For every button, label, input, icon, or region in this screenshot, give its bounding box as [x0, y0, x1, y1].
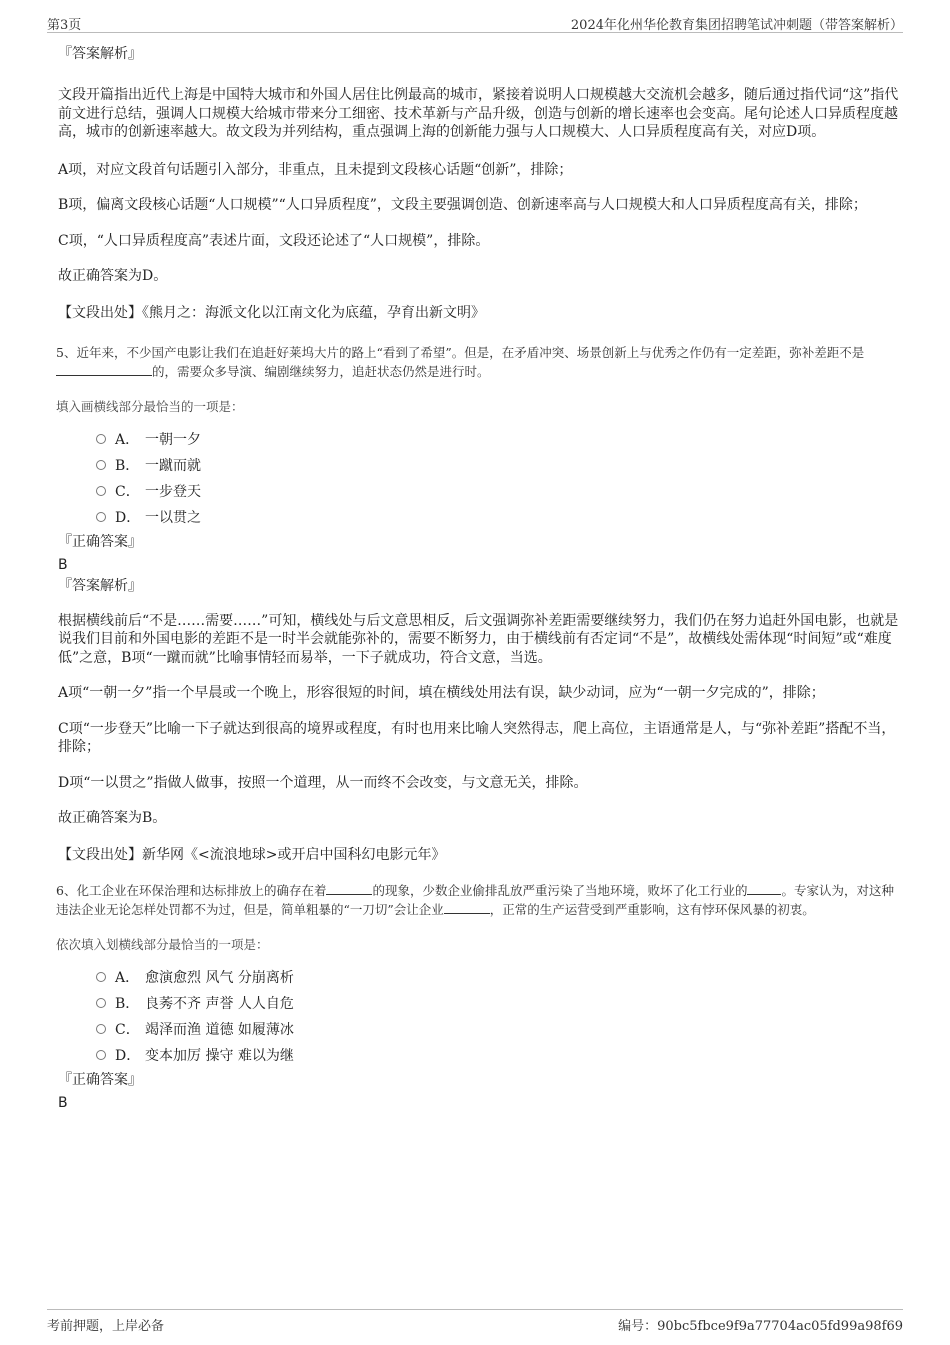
- q5-question: [56, 343, 903, 381]
- footer-slogan: 考前押题，上岸必备: [47, 1319, 165, 1334]
- q5-answer-label: 『正确答案』: [58, 533, 142, 550]
- radio-icon[interactable]: [96, 486, 106, 496]
- q5-analysis-paragraph: D项“一以贯之”指做人做事，按照一个道理，从一而终不会改变，与文意无关，排除。: [58, 774, 588, 791]
- q5-blank: [56, 363, 152, 376]
- q4-analysis-label: 『答案解析』: [58, 46, 142, 62]
- q6-blank-2: [747, 882, 781, 895]
- q6-options: [96, 964, 903, 1068]
- q5-analysis-paragraph: C项“一步登天”比喻一下子就达到很高的境界或程度，有时也用来比喻人突然得志，爬上高位，主语通常是人，与“弥补差距”搭配不当，排除；: [58, 720, 896, 755]
- q6-option-d[interactable]: D． 变本加厉 操守 难以为继: [96, 1042, 903, 1068]
- q5-analysis-label: 『答案解析』: [58, 577, 142, 594]
- page-number: 第3页: [47, 18, 82, 33]
- q5-analysis-conclusion: 故正确答案为B。: [58, 810, 167, 826]
- q4-analysis-paragraph: A项，对应文段首句话题引入部分，非重点，且未提到文段核心话题“创新”，排除；: [58, 161, 573, 178]
- radio-icon[interactable]: [96, 460, 106, 470]
- q6-answer: B: [58, 1094, 68, 1111]
- q5-option-b[interactable]: B． 一蹴而就: [96, 452, 903, 478]
- q6-option-a[interactable]: A． 愈演愈烈 风气 分崩离析: [96, 964, 903, 990]
- q5-options: [96, 426, 903, 530]
- q4-source: 【文段出处】《熊月之：海派文化以江南文化为底蕴，孕育出新文明》: [58, 304, 485, 321]
- q5-option-a[interactable]: A． 一朝一夕: [96, 426, 903, 452]
- page-header: [47, 12, 903, 33]
- q5-text-before: 5、近年来，不少国产电影让我们在追赶好莱坞大片的路上“看到了希望”。但是，在矛盾冲突、场景创新上与优秀之作仍有一定差距，弥补差距不是: [56, 344, 865, 360]
- q5-option-d[interactable]: D． 一以贯之: [96, 504, 903, 530]
- q5-prompt: 填入画横线部分最恰当的一项是：: [56, 398, 244, 414]
- q4-analysis-conclusion: 故正确答案为D。: [58, 268, 168, 284]
- q6-question: 6、化工企业在环保治理和达标排放上的确存在着 的现象，少数企业偷排乱放严重污染了当地环境，败坏了化工行业的 。专家认为，对这种违法企业无论怎样处罚都不为过，但是，简单粗暴的“一刀切”会让企业 ，正常的生产运营受到严重影响，这有悖环保风暴的初衷。: [56, 882, 894, 917]
- q6-blank-3: [444, 901, 490, 914]
- radio-icon[interactable]: [96, 1050, 106, 1060]
- page-footer: [47, 1309, 903, 1334]
- q5-analysis-paragraph: 根据横线前后“不是……需要……”可知，横线处与后文意思相反，后文强调弥补差距需要继续努力，我们仍在努力追赶外国电影，也就是说我们目前和外国电影的差距不是一时半会就能弥补的，需要不断努力，由于横线前有否定词“不是”，故横线处需体现“时间短”或“难度低”之意，B项“一蹴而就”比喻事情轻而易举，一下子就成功，符合文意，当选。: [58, 612, 899, 666]
- page-content: [56, 44, 903, 1114]
- q6-option-b[interactable]: B． 良莠不齐 声誉 人人自危: [96, 990, 903, 1016]
- q5-answer: B: [58, 556, 68, 573]
- radio-icon[interactable]: [96, 434, 106, 444]
- radio-icon[interactable]: [96, 512, 106, 522]
- q4-analysis-paragraph: B项，偏离文段核心话题“人口规模”“人口异质程度”，文段主要强调创造、创新速率高与人口规模大和人口异质程度高有关，排除；: [58, 197, 867, 213]
- q6-prompt: 依次填入划横线部分最恰当的一项是：: [56, 936, 269, 952]
- q5-analysis-paragraph: A项“一朝一夕”指一个早晨或一个晚上，形容很短的时间，填在横线处用法有误，缺少动词，应为“一朝一夕完成的”，排除；: [58, 685, 825, 701]
- q5-text-after: 的，需要众多导演、编剧继续努力，追赶状态仍然是进行时。: [152, 363, 490, 379]
- radio-icon[interactable]: [96, 998, 106, 1008]
- radio-icon[interactable]: [96, 1024, 106, 1034]
- q6-option-c[interactable]: C． 竭泽而渔 道德 如履薄冰: [96, 1016, 903, 1042]
- document-title: 2024年化州华伦教育集团招聘笔试冲刺题（带答案解析）: [570, 18, 903, 33]
- q4-analysis-paragraph: 文段开篇指出近代上海是中国特大城市和外国人居住比例最高的城市，紧接着说明人口规模越大交流机会越多，随后通过指代词“这”指代前文进行总结，强调人口规模大给城市带来分工细密、技术革新与产品升级，创造与创新的增长速率也会变高。尾句论述人口异质程度越高，城市的创新速率越大。故文段为并列结构，重点强调上海的创新能力强与人口规模大、人口异质程度高有关，对应D项。: [58, 87, 899, 140]
- q5-source: 【文段出处】新华网《<流浪地球>或开启中国科幻电影元年》: [58, 846, 446, 863]
- q6-blank-1: [326, 882, 372, 895]
- document-code: 编号：90bc5fbce9f9a77704ac05fd99a98f69: [618, 1319, 903, 1334]
- q5-option-c[interactable]: C． 一步登天: [96, 478, 903, 504]
- q6-answer-label: 『正确答案』: [58, 1071, 142, 1088]
- q4-analysis-paragraph: C项，“人口异质程度高”表述片面，文段还论述了“人口规模”，排除。: [58, 232, 490, 249]
- radio-icon[interactable]: [96, 972, 106, 982]
